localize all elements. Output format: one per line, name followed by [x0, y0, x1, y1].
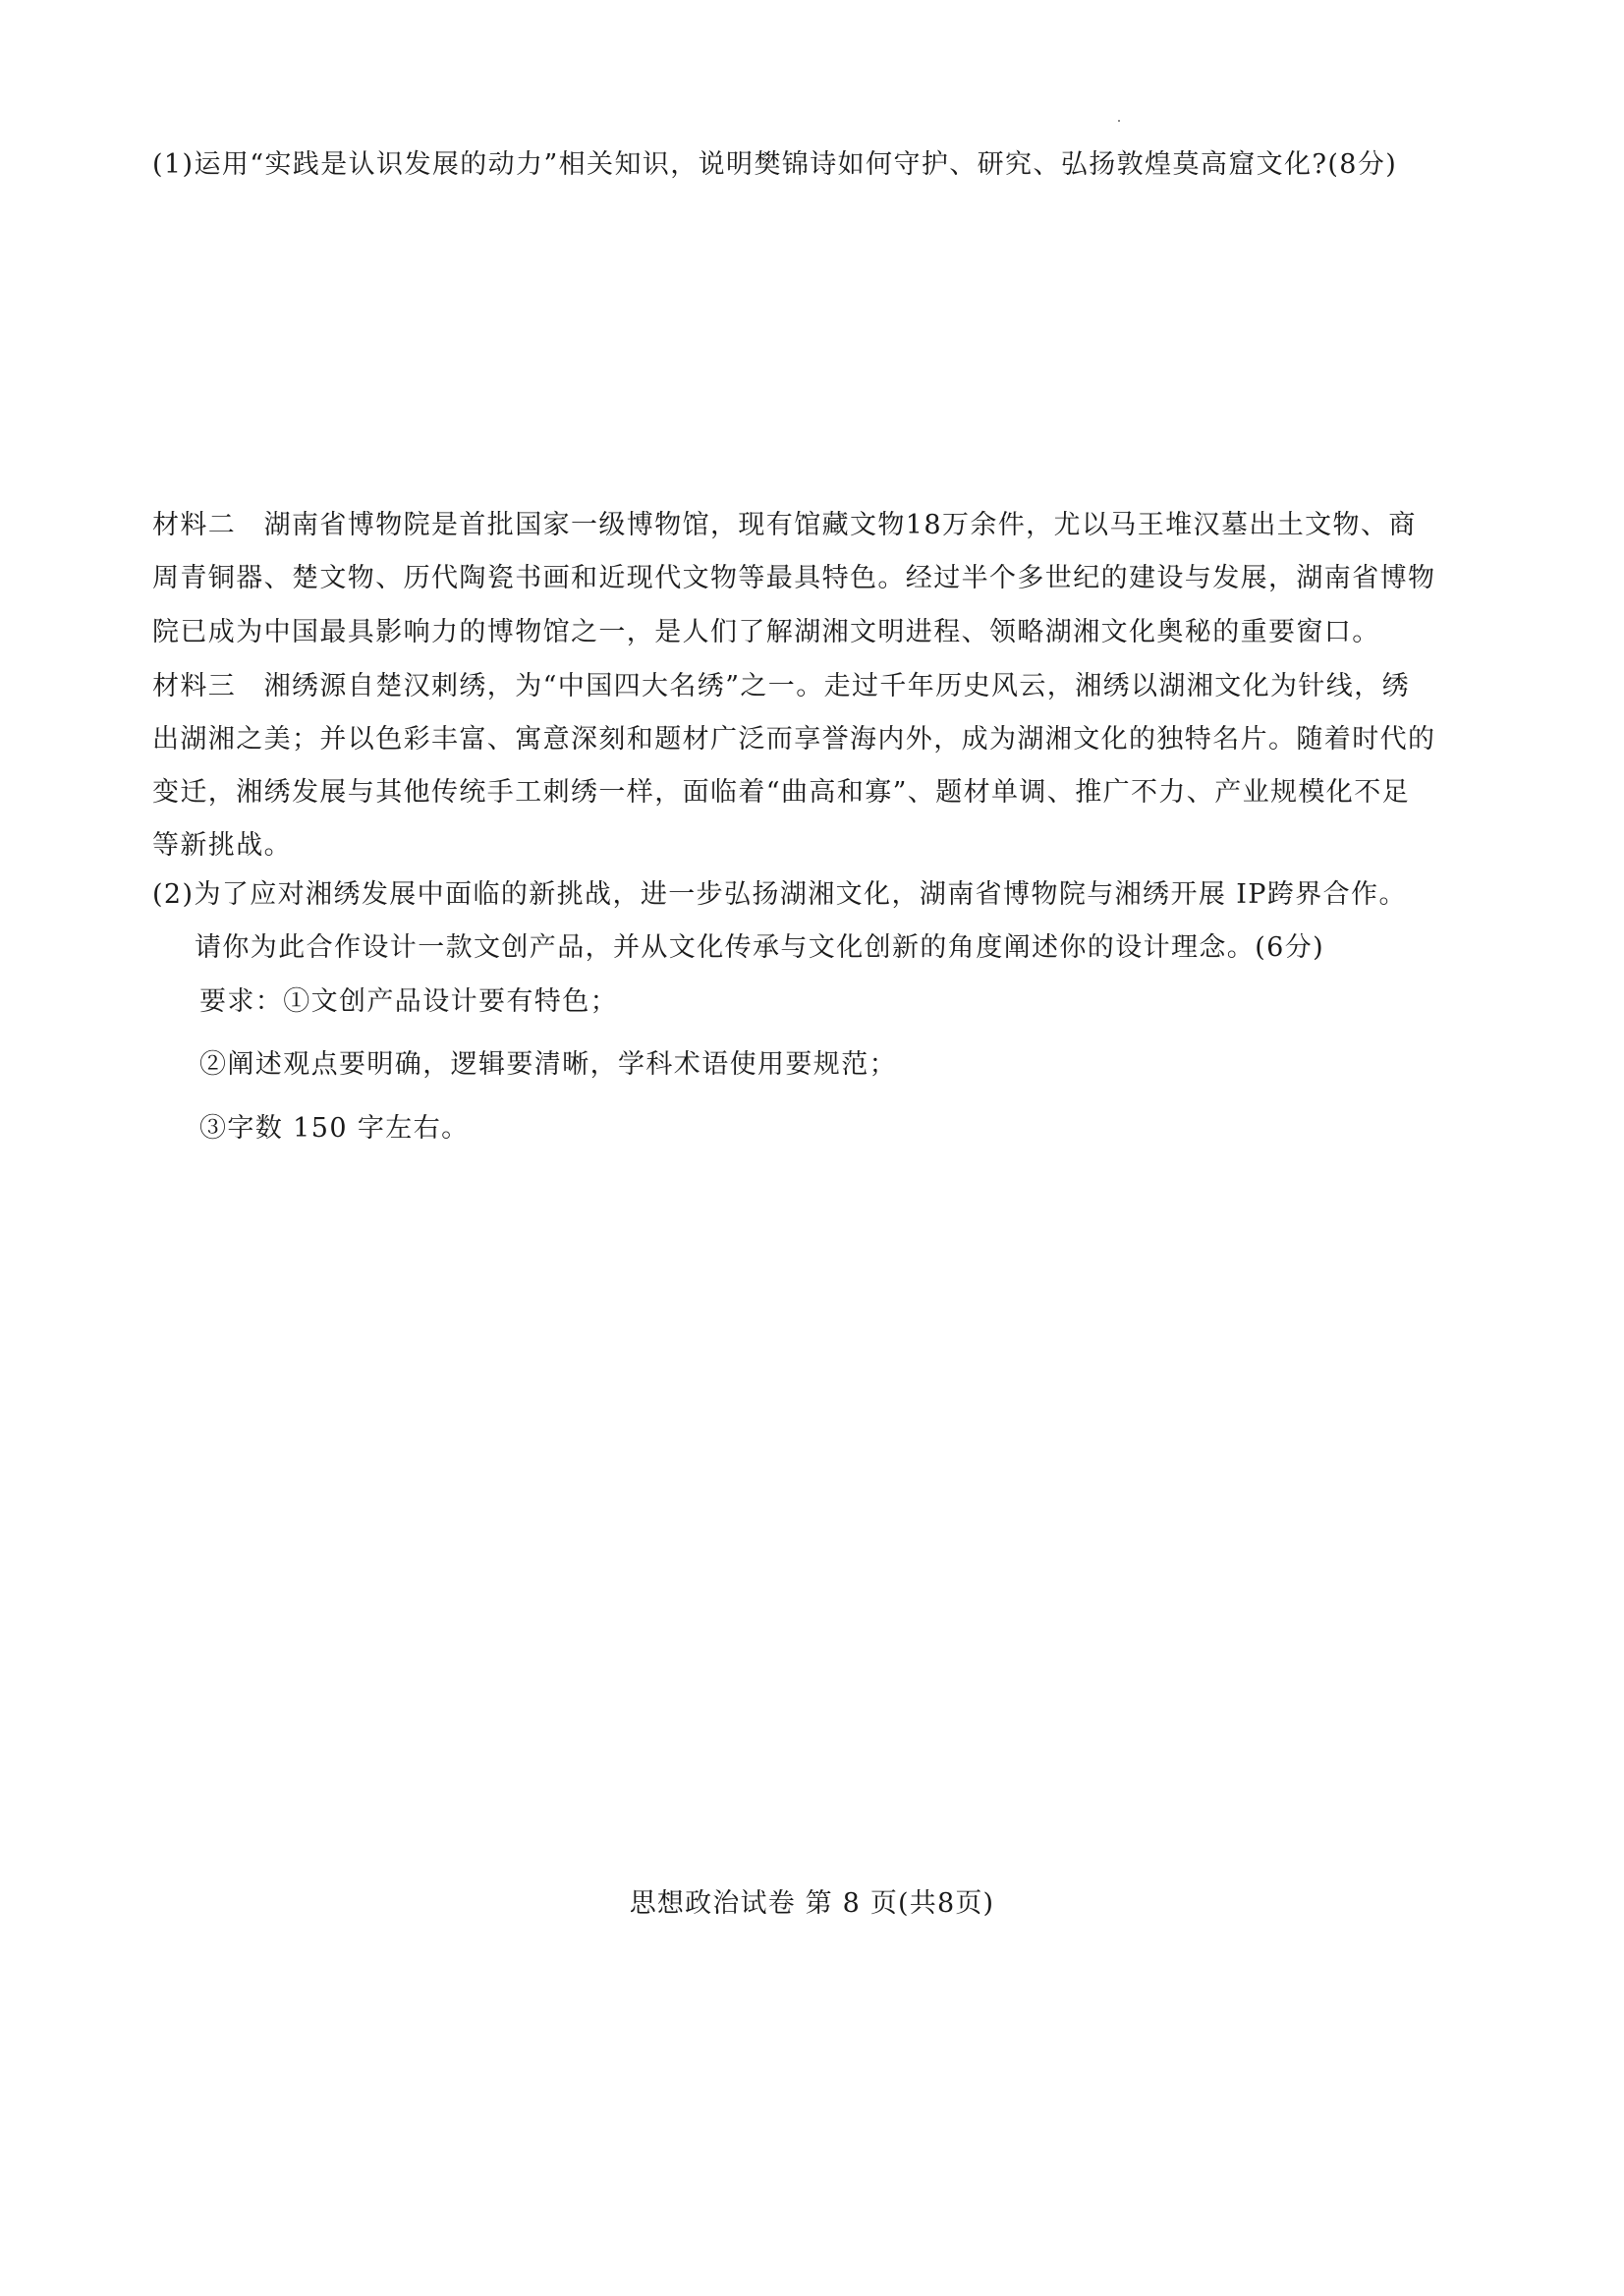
scan-speck [1118, 120, 1120, 122]
question-2-line: (2)为了应对湘绣发展中面临的新挑战，进一步弘扬湖湘文化，湖南省博物院与湘绣开展 IP跨界合作。 [152, 879, 1407, 910]
requirement-item: 要求：①文创产品设计要有特色； [199, 986, 618, 1017]
material-3-line: 材料三 湘绣源自楚汉刺绣，为“中国四大名绣”之一。走过千年历史风云，湘绣以湖湘文化为针线，绣 [152, 671, 1411, 701]
material-2-line: 院已成为中国最具影响力的博物馆之一，是人们了解湖湘文明进程、领略湖湘文化奥秘的重要窗口。 [152, 617, 1380, 647]
question-2-line: 请你为此合作设计一款文创产品，并从文化传承与文化创新的角度阐述你的设计理念。(6分) [195, 932, 1325, 963]
requirement-item: ③字数 150 字左右。 [199, 1113, 470, 1144]
material-2-line: 材料二 湖南省博物院是首批国家一级博物馆，现有馆藏文物18万余件，尤以马王堆汉墓出土文物、商 [152, 510, 1417, 540]
material-3-line: 等新挑战。 [152, 830, 292, 861]
material-3-line: 变迁，湘绣发展与其他传统手工刺绣一样，面临着“曲高和寡”、题材单调、推广不力、产业规模化不足 [152, 777, 1411, 808]
requirement-item: ②阐述观点要明确，逻辑要清晰，学科术语使用要规范； [199, 1049, 897, 1080]
material-3-line: 出湖湘之美；并以色彩丰富、寓意深刻和题材广泛而享誉海内外，成为湖湘文化的独特名片。随着时代的 [152, 724, 1436, 755]
material-2-line: 周青铜器、楚文物、历代陶瓷书画和近现代文物等最具特色。经过半个多世纪的建设与发展，湖南省博物 [152, 563, 1436, 593]
question-1-text: (1)运用“实践是认识发展的动力”相关知识，说明樊锦诗如何守护、研究、弘扬敦煌莫高窟文化?(8分) [152, 149, 1398, 180]
page-footer: 思想政治试卷 第 8 页(共8页) [629, 1888, 995, 1919]
